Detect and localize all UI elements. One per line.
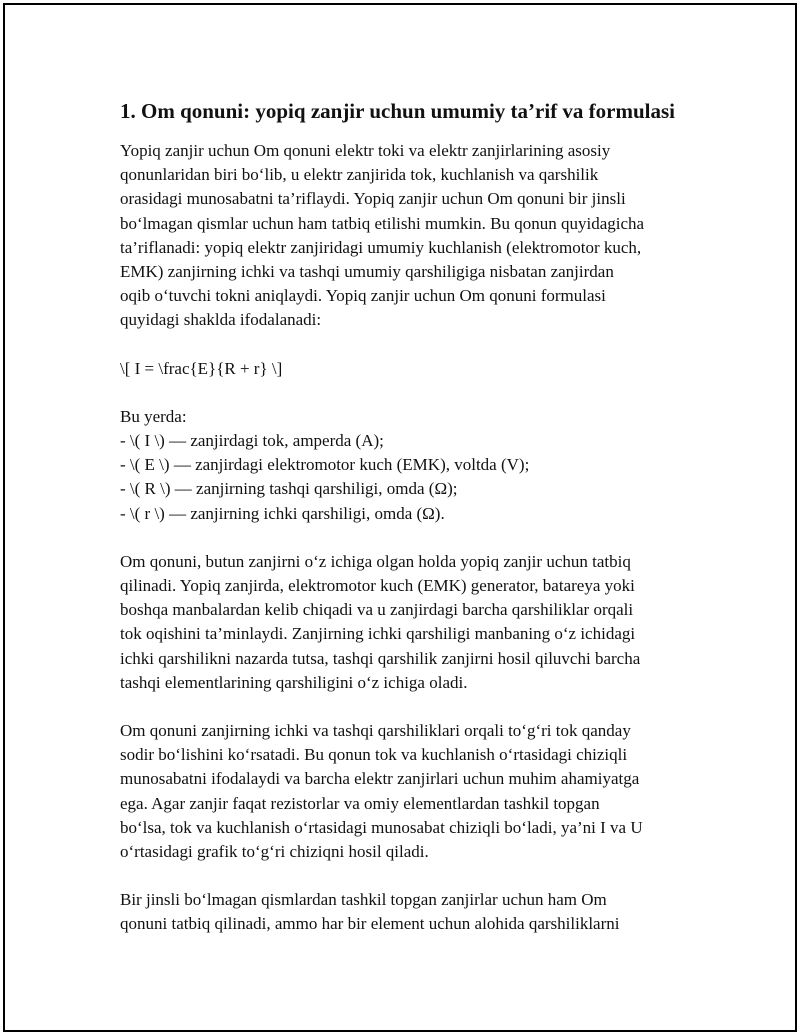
- text-line: o‘rtasidagi grafik to‘g‘ri chiziqni hosil qiladi.: [120, 842, 429, 862]
- definition-item: - \( I \) — zanjirdagi tok, amperda (A);: [120, 431, 384, 451]
- document-title: 1. Om qonuni: yopiq zanjir uchun umumiy ta’rif va formulasi: [120, 99, 676, 123]
- text-line: oqib o‘tuvchi tokni aniqlaydi. Yopiq zanjir uchun Om qonuni formulasi: [120, 286, 606, 306]
- formula: [120, 357, 720, 381]
- definitions-heading: Bu yerda:: [120, 406, 187, 426]
- paragraph-gap: [120, 333, 720, 357]
- text-line: boshqa manbalardan kelib chiqadi va u zanjirdagi barcha qarshiliklar orqali: [120, 600, 634, 620]
- definitions-block: [120, 405, 720, 526]
- text-line: bo‘lsa, tok va kuchlanish o‘rtasidagi munosabat chiziqli bo‘ladi, ya’ni I va U: [120, 817, 643, 837]
- paragraph-4: [120, 888, 720, 936]
- text-line: qonunlaridan biri bo‘lib, u elektr zanjirida tok, kuchlanish va qarshilik: [120, 165, 599, 185]
- text-line: ega. Agar zanjir faqat rezistorlar va omiy elementlardan tashkil topgan: [120, 793, 600, 813]
- text-line: ichki qarshilikni nazarda tutsa, tashqi qarshilik zanjirni hosil qiluvchi barcha: [120, 648, 641, 668]
- paragraph-gap: [120, 695, 720, 719]
- text-line: Yopiq zanjir uchun Om qonuni elektr toki va elektr zanjirlarining asosiy: [120, 141, 611, 160]
- text-line: qilinadi. Yopiq zanjirda, elektromotor kuch (EMK) generator, batareya yoki: [120, 576, 635, 596]
- text-line: munosabatni ifodalaydi va barcha elektr zanjirlari uchun muhim ahamiyatga: [120, 769, 640, 789]
- text-line: ta’riflanadi: yopiq elektr zanjiridagi umumiy kuchlanish (elektromotor kuch,: [120, 237, 642, 257]
- text-line: sodir bo‘lishini ko‘rsatadi. Bu qonun tok va kuchlanish o‘rtasidagi chiziqli: [120, 745, 628, 765]
- paragraph-2: [120, 550, 720, 695]
- text-line: Om qonuni, butun zanjirni o‘z ichiga olgan holda yopiq zanjir uchun tatbiq: [120, 551, 631, 571]
- paragraph-gap: [120, 526, 720, 550]
- text-line: Om qonuni zanjirning ichki va tashqi qarshiliklari orqali to‘g‘ri tok qanday: [120, 721, 631, 741]
- text-line: qonuni tatbiq qilinadi, ammo har bir element uchun alohida qarshiliklarni: [120, 914, 620, 934]
- definition-item: - \( E \) — zanjirdagi elektromotor kuch (EMK), voltda (V);: [120, 455, 530, 475]
- intro-paragraph: [120, 139, 720, 333]
- text-line: Bir jinsli bo‘lmagan qismlardan tashkil topgan zanjirlar uchun ham Om: [120, 890, 607, 910]
- paragraph-gap: [120, 864, 720, 888]
- text-line: tok oqishini ta’minlaydi. Zanjirning ichki qarshiligi manbaning o‘z ichidagi: [120, 624, 636, 644]
- formula-text: \[ I = \frac{E}{R + r} \]: [120, 358, 283, 378]
- page-frame: [3, 3, 797, 1032]
- text-line: orasidagi munosabatni ta’riflaydi. Yopiq zanjir uchun Om qonuni bir jinsli: [120, 189, 626, 209]
- document-body: [120, 97, 720, 937]
- text-line: bo‘lmagan qismlar uchun ham tatbiq etilishi mumkin. Bu qonun quyidagicha: [120, 213, 645, 233]
- text-line: EMK) zanjirning ichki va tashqi umumiy qarshiligiga nisbatan zanjirdan: [120, 262, 614, 282]
- paragraph-3: [120, 719, 720, 864]
- text-line: tashqi elementlarining qarshiligini o‘z ichiga oladi.: [120, 672, 468, 692]
- definition-item: - \( R \) — zanjirning tashqi qarshiligi, omda (Ω);: [120, 479, 458, 499]
- text-line: quyidagi shaklda ifodalanadi:: [120, 310, 322, 330]
- definition-item: - \( r \) — zanjirning ichki qarshiligi, omda (Ω).: [120, 503, 445, 523]
- paragraph-gap: [120, 381, 720, 405]
